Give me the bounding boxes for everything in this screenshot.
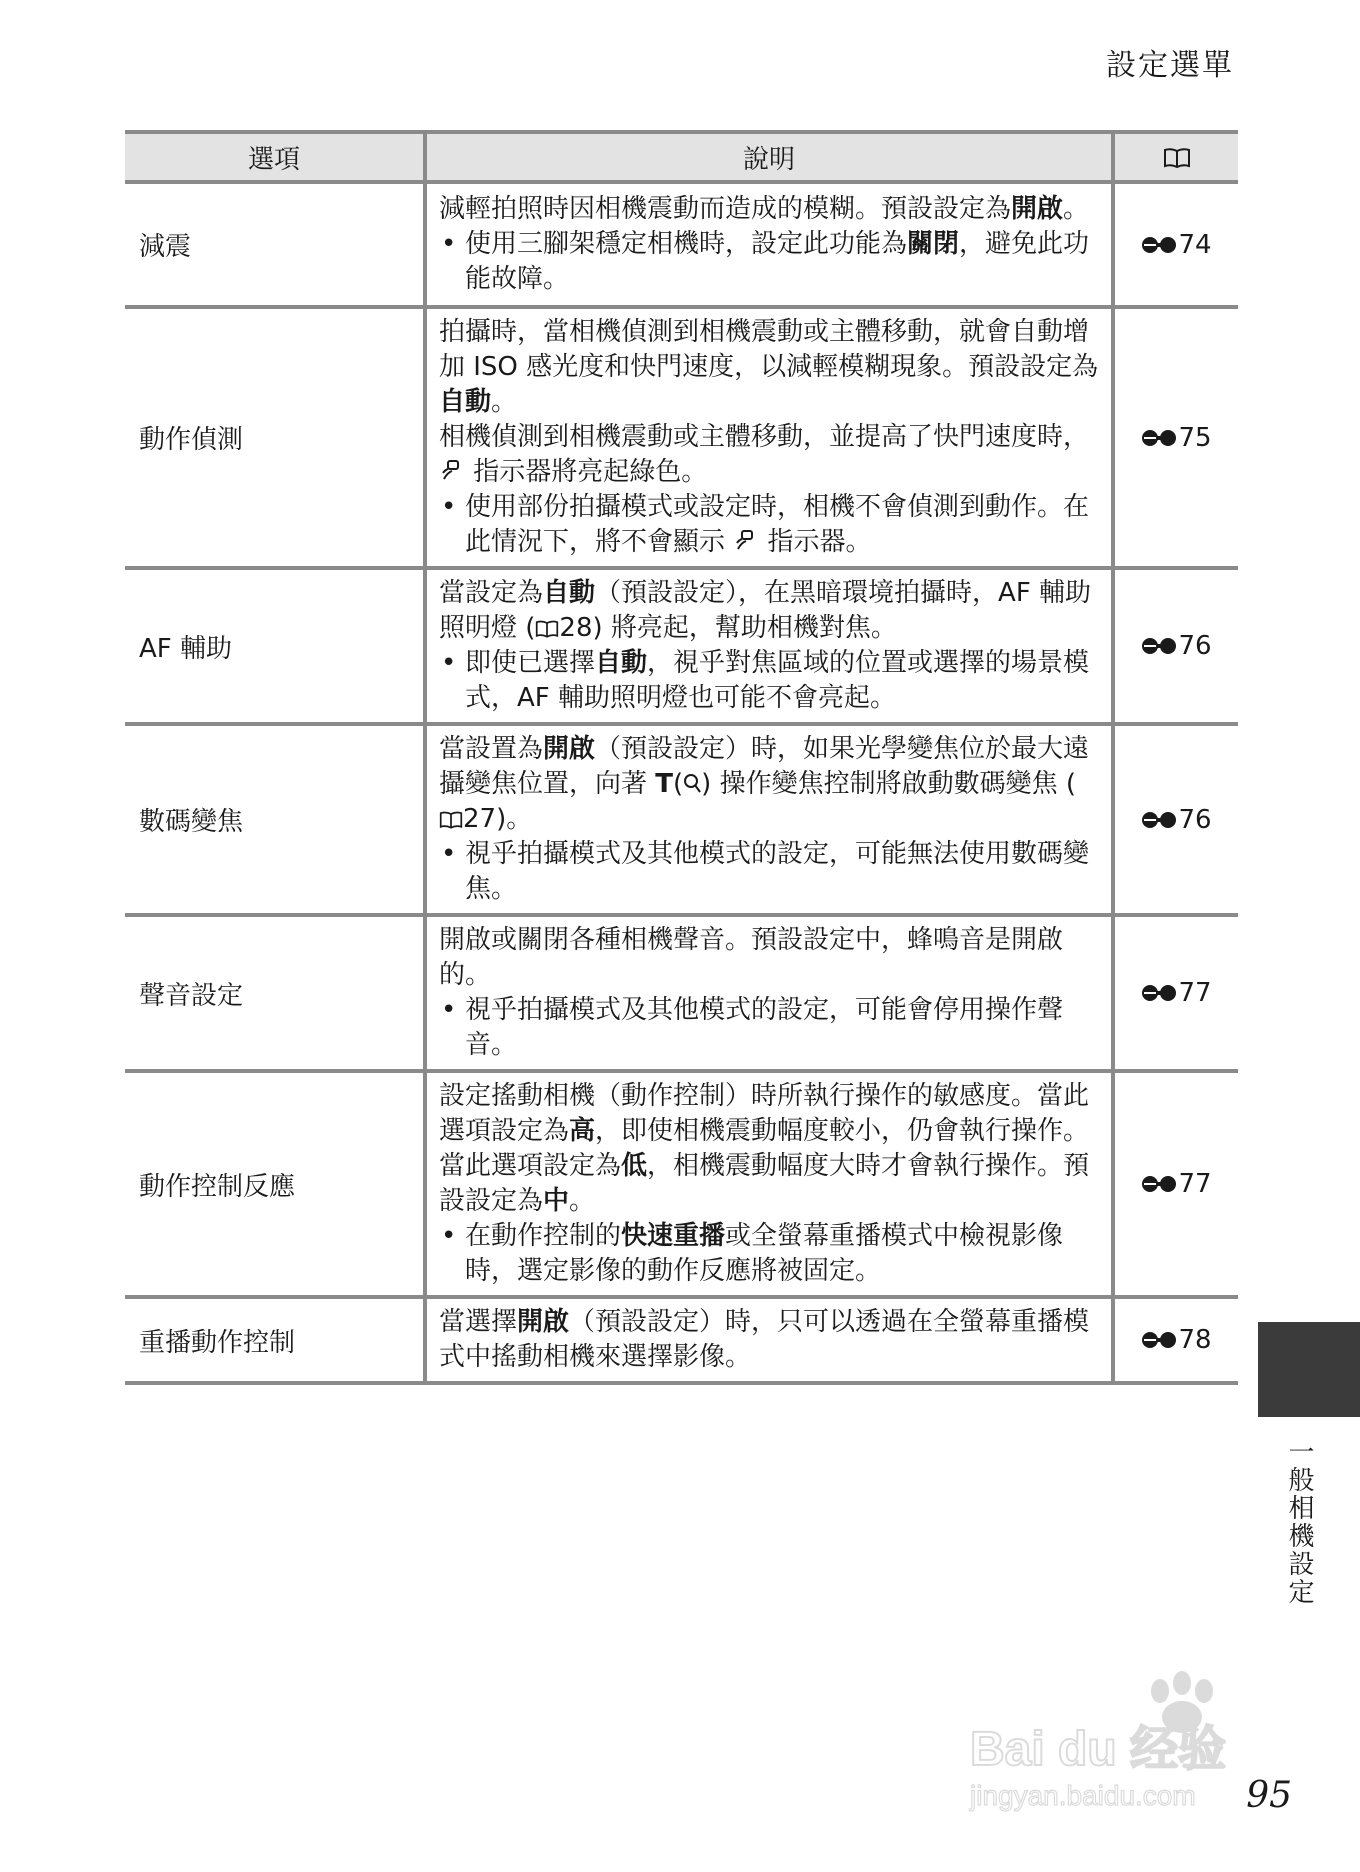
book-icon [1163,148,1191,168]
column-header-reference [1113,132,1238,182]
note-bullet: • 使用三腳架穩定相機時，設定此功能為關閉，避免此功能故障。 [439,227,1099,297]
chapter-tab [1258,1322,1360,1417]
watermark-brand: Bai du 经验 [970,1723,1227,1776]
option-name: 數碼變焦 [125,724,425,915]
note-bullet: • 視乎拍攝模式及其他模式的設定，可能會停用操作聲音。 [439,993,1099,1063]
table-row [125,1297,1238,1383]
watermark-logo [960,1655,1280,1815]
page-number: 95 [1246,1775,1292,1816]
page-reference[interactable]: 76 [1113,568,1238,724]
note-bullet: • 即使已選擇自動，視乎對焦區域的位置或選擇的場景模式，AF 輔助照明燈也可能不會亮起。 [439,646,1099,716]
reference-section-icon [1141,236,1177,254]
option-name: 減震 [125,182,425,307]
table-header-row [125,132,1238,182]
note-bullet: • 使用部份拍攝模式或設定時，相機不會偵測到動作。在此情況下，將不會顯示 指示器。 [439,490,1099,560]
reference-section-icon [1141,637,1177,655]
page-reference[interactable]: 74 [1113,182,1238,307]
option-description: 當設置為開啟（預設設定）時，如果光學變焦位於最大遠攝變焦位置，向著 T( ) 操作變焦控制將啟動數碼變焦 (27)。 • 視乎拍攝模式及其他模式的設定，可能無法使用數碼變焦。 [425,724,1113,915]
option-name: AF 輔助 [125,568,425,724]
option-name: 重播動作控制 [125,1297,425,1383]
option-description: 當選擇開啟（預設設定）時，只可以透過在全螢幕重播模式中搖動相機來選擇影像。 [425,1297,1113,1383]
settings-table [125,130,1238,1385]
option-description: 設定搖動相機（動作控制）時所執行操作的敏感度。當此選項設定為高，即使相機震動幅度較小，仍會執行操作。當此選項設定為低，相機震動幅度大時才會執行操作。預設設定為中。 • 在動作控制的快速重播或全螢幕重播模式中檢視影像時，選定影像的動作反應將被固定。 [425,1071,1113,1297]
table-row [125,307,1238,568]
option-name: 動作控制反應 [125,1071,425,1297]
option-name: 動作偵測 [125,307,425,568]
reference-section-icon [1141,429,1177,447]
reference-section-icon [1141,1331,1177,1349]
table-row [125,724,1238,915]
page-reference[interactable]: 77 [1113,1071,1238,1297]
motion-detection-icon [735,529,757,553]
column-header-option: 選項 [125,132,425,182]
reference-section-icon [1141,1175,1177,1193]
section-title: 設定選單 [1106,48,1234,83]
option-description: 減輕拍照時因相機震動而造成的模糊。預設設定為開啟。 • 使用三腳架穩定相機時，設定此功能為關閉，避免此功能故障。 [425,182,1113,307]
chapter-label: 一般相機設定 [1284,1438,1314,1606]
note-bullet: • 在動作控制的快速重播或全螢幕重播模式中檢視影像時，選定影像的動作反應將被固定。 [439,1219,1099,1289]
page-reference[interactable]: 77 [1113,915,1238,1071]
reference-section-icon [1141,811,1177,829]
column-header-description: 說明 [425,132,1113,182]
book-icon [535,620,559,638]
page-reference[interactable]: 76 [1113,724,1238,915]
option-description: 拍攝時，當相機偵測到相機震動或主體移動，就會自動增加 ISO 感光度和快門速度，以減輕模糊現象。預設設定為 自動。 相機偵測到相機震動或主體移動，並提高了快門速度時， 指示器將亮起綠色。 • 使用部份拍攝模式或設定時，相機不會偵測到動作。在此情況下，將不會顯示 指示器。 [425,307,1113,568]
option-name: 聲音設定 [125,915,425,1071]
motion-detection-icon [441,459,463,483]
table-row [125,1071,1238,1297]
table-row [125,915,1238,1071]
table-row [125,182,1238,307]
page-reference[interactable]: 75 [1113,307,1238,568]
book-icon [439,811,463,829]
table-row [125,568,1238,724]
reference-section-icon [1141,984,1177,1002]
watermark-url: jingyan.baidu.com [970,1780,1196,1811]
note-bullet: • 視乎拍攝模式及其他模式的設定，可能無法使用數碼變焦。 [439,837,1099,907]
page-reference[interactable]: 78 [1113,1297,1238,1383]
option-description: 當設定為自動（預設設定），在黑暗環境拍攝時，AF 輔助照明燈 ( 28) 將亮起，幫助相機對焦。 • 即使已選擇自動，視乎對焦區域的位置或選擇的場景模式，AF 輔助照明燈也可能不會亮起。 [425,568,1113,724]
zoom-in-icon [683,773,701,795]
option-description: 開啟或關閉各種相機聲音。預設設定中，蜂鳴音是開啟的。 • 視乎拍攝模式及其他模式的設定，可能會停用操作聲音。 [425,915,1113,1071]
